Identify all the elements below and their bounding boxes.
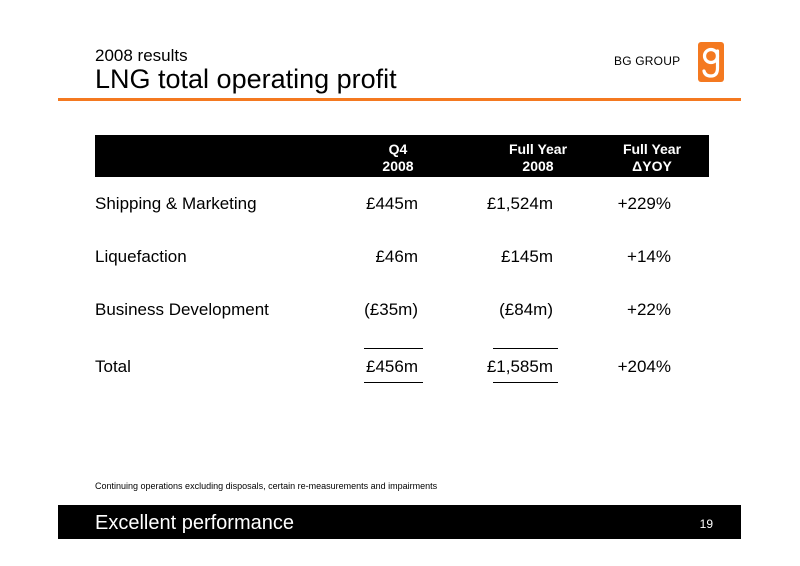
table-row: [95, 300, 709, 322]
q4-value: (£35m): [364, 300, 418, 319]
row-label: Shipping & Marketing: [95, 194, 257, 213]
full-year-value: £1,524m: [486, 194, 553, 213]
yoy-value: +204%: [617, 357, 671, 376]
subtotal-rule-q4: [364, 348, 423, 349]
column-header-q4: [353, 141, 443, 175]
full-year-value: £145m: [501, 247, 553, 266]
column-header-full-year: [483, 141, 593, 175]
full-year-value: (£84m): [499, 300, 553, 319]
table-row: [95, 194, 709, 216]
table-row-total: [95, 357, 709, 379]
yoy-value: +22%: [627, 300, 671, 319]
column-header-yoy: [597, 141, 707, 175]
column-header-line: ΔYOY: [632, 158, 672, 174]
total-rule-q4: [364, 382, 423, 383]
column-header-line: Full Year: [508, 141, 568, 157]
row-label: Business Development: [95, 300, 269, 319]
q4-value: £456m: [366, 357, 418, 376]
table-row: [95, 247, 709, 269]
yoy-value: +14%: [627, 247, 671, 266]
slide-subtitle: 2008 results: [95, 46, 188, 65]
footer-bar: [58, 505, 741, 539]
footnote: Continuing operations excluding disposals, certain re-measurements and impairments: [95, 481, 438, 491]
title-divider: [58, 98, 741, 101]
column-header-line: 2008: [382, 158, 414, 174]
bg-group-logo: [614, 42, 726, 82]
slide-title: LNG total operating profit: [95, 64, 397, 94]
row-label: Liquefaction: [95, 247, 187, 266]
logo-text: BG GROUP: [614, 54, 681, 68]
bg-g-logo-icon: [698, 42, 724, 82]
yoy-value: +229%: [617, 194, 671, 213]
page-number: 19: [699, 517, 713, 531]
table-header: [95, 135, 709, 177]
column-header-line: 2008: [522, 158, 554, 174]
total-rule-full-year: [493, 382, 558, 383]
column-header-line: Full Year: [622, 141, 682, 157]
q4-value: £445m: [366, 194, 418, 213]
column-header-line: Q4: [388, 141, 408, 157]
row-label: Total: [95, 357, 131, 376]
subtotal-rule-full-year: [493, 348, 558, 349]
q4-value: £46m: [375, 247, 418, 266]
footer-text: Excellent performance: [95, 512, 294, 534]
full-year-value: £1,585m: [486, 357, 553, 376]
